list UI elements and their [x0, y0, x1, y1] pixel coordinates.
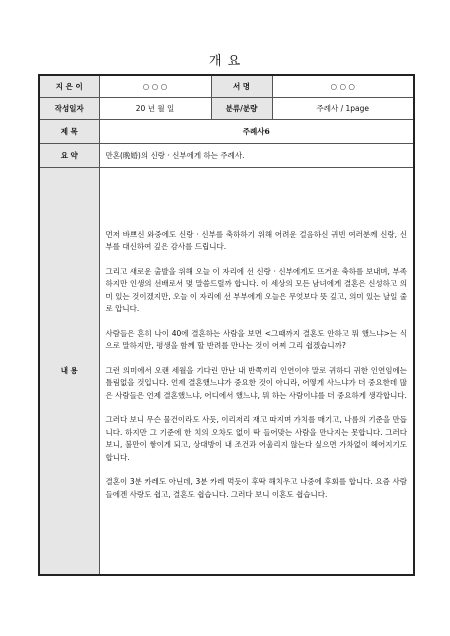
document-title: 개 요 — [208, 54, 242, 69]
category-label: 분류/분량 — [211, 97, 272, 119]
summary-label: 요 약 — [39, 143, 99, 167]
author-value: ○ ○ ○ — [99, 75, 211, 97]
book-name-label: 서 명 — [211, 75, 272, 97]
content-paragraph: 결혼이 3분 카레도 아닌데, 3분 카레 먹듯이 후딱 해치우고 나중에 후회를 합니다. 요즘 사람들에겐 사랑도 쉽고, 결혼도 쉽습니다. 그러다 보니 이혼도 쉽습니다. — [105, 477, 407, 499]
content-paragraph: 그런 의미에서 오랜 세월을 기다린 만난 내 반쪽끼리 인연이야 말로 귀하디 귀한 인연임에는 틀림없을 것입니다. 언제 결혼했느냐가 중요한 것이 아니라, 어떻게 사느냐가 더 중요한데 많은 사람들은 언제 결혼했느냐, 어디에서 했느냐, 뭐 하는 사람이냐를 더 중요하게 생각합니다. — [105, 365, 407, 400]
summary-row — [39, 143, 414, 167]
content-paragraph: 그러다 보니 무슨 물건이라도 사듯, 이리저리 재고 따지며 가치를 매기고, 나름의 기준을 만듭니다. 하지만 그 기준에 한 치의 오차도 없이 딱 들어맞는 사람을 만나지는 못합니다. 그러다 보니, 불만이 쌓이게 되고, 상대방이 내 조건과 어울리지 않는다 싶으면 가차없이 헤어지기도 합니다. — [105, 415, 407, 462]
summary-value: 만혼(晩婚)의 신랑 · 신부에게 하는 주례사. — [99, 143, 414, 167]
subject-row — [39, 119, 414, 143]
date-row — [39, 97, 414, 119]
content-paragraph: 사람들은 흔히 나이 40에 결혼하는 사람을 보면 <그때까지 결혼도 안하고 뭐 했느냐>는 식으로 말하지만, 평생을 함께 할 반려를 만나는 것이 어찌 그리 쉽겠습니까? — [105, 328, 407, 350]
author-row — [39, 75, 414, 97]
category-value: 주례사 / 1page — [272, 97, 414, 119]
author-label: 지 은 이 — [39, 75, 99, 97]
book-name-value: ○ ○ ○ — [272, 75, 414, 97]
content-paragraph: 먼저 바쁘신 와중에도 신랑 · 신부를 축하하기 위해 어려운 걸음하신 귀빈 여러분께 신랑, 신부를 대신하여 깊은 감사를 드립니다. — [105, 229, 407, 251]
subject-value: 주례사6 — [99, 119, 414, 143]
content-paragraph: 그리고 새로운 출발을 위해 오늘 이 자리에 선 신랑 · 신부에게도 뜨거운 축하를 보내며, 부족하지만 인생의 선배로서 몇 말씀드릴까 합니다. 이 세상의 모든 남녀에게 결혼은 신성하고 의미 있는 것이겠지만, 오늘 이 자리에 선 부부에게 오늘은 무엇보다 뜻 깊고, 의미 있는 날일 줄로 압니다. — [105, 266, 407, 313]
subject-label: 제 목 — [39, 119, 99, 143]
content-label: 내 용 — [39, 167, 99, 575]
date-value: 20 년 월 일 — [99, 97, 211, 119]
content-body — [99, 167, 414, 575]
date-label: 작성일자 — [39, 97, 99, 119]
content-row — [39, 167, 414, 575]
overview-form — [38, 74, 415, 576]
